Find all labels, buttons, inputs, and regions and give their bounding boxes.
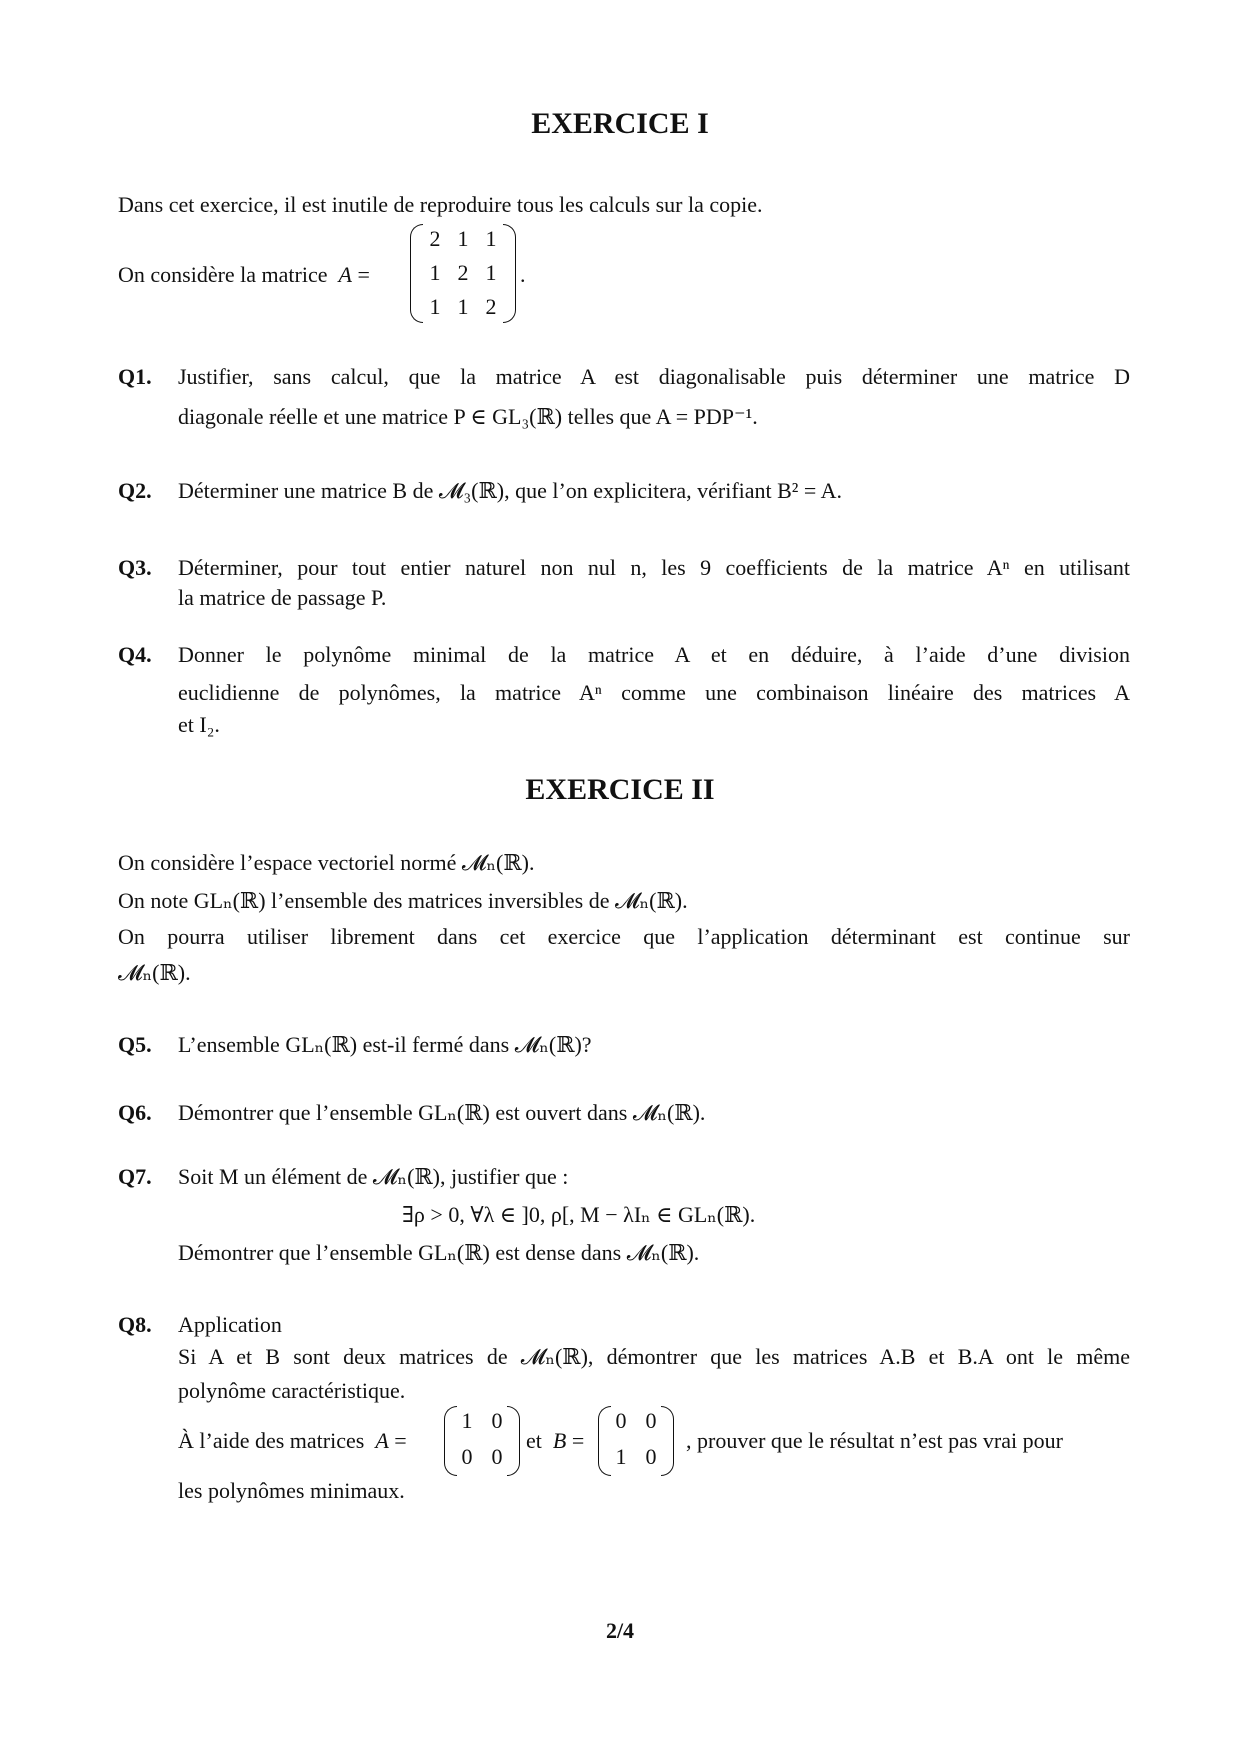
q8-line-5: les polynômes minimaux. [178,1478,405,1503]
question-q3 [118,553,1130,623]
matrix-cell: 1 [485,260,497,285]
question-q2 [118,476,1130,512]
q8-line-4c: , prouver que le résultat n’est pas vrai pour [686,1428,1063,1453]
matrix-cell: 0 [461,1444,473,1469]
question-label: Q5. [118,1032,152,1057]
matrix-cell: 2 [457,260,469,285]
q8-line-3: polynôme caractéristique. [178,1378,406,1403]
q4-line-3: et I₂. [178,712,220,737]
matrix-cell: 1 [615,1444,627,1469]
q8-line-4-middle: et B = [526,1428,585,1453]
matrix-period: . [520,262,526,287]
exercise-2-title: EXERCICE II [525,773,715,806]
matrix-cell: 0 [491,1408,503,1433]
matrix-B2-display [598,1406,674,1476]
q4-line-2: euclidienne de polynômes, la matrice Aⁿ comme une combinaison linéaire des matrices A [178,680,1130,705]
question-q7 [118,1162,1130,1282]
matrix-cell: 0 [491,1444,503,1469]
matrix-intro: On considère la matrice A = [118,262,370,287]
matrix-cell: 0 [645,1444,657,1469]
question-q5 [118,1030,1130,1066]
question-label: Q7. [118,1164,152,1189]
q3-line-1: Déterminer, pour tout entier naturel non nul n, les 9 coefficients de la matrice Aⁿ en utilisant [178,555,1130,580]
question-q1 [118,362,1130,442]
q8-line-4-start: À l’aide des matrices A = [178,1428,407,1453]
exercise-2-paragraph-3b: 𝓜ₙ(ℝ). [118,960,191,985]
matrix-cell: 1 [429,260,441,285]
q1-line-2: diagonale réelle et une matrice P ∈ GL₃(ℝ) telles que A = PDP⁻¹. [178,404,758,429]
matrix-cell: 1 [429,294,441,319]
page-number: 2/4 [605,1618,635,1643]
exercise-2-paragraph-3a: On pourra utiliser librement dans cet exercice que l’application déterminant est continue sur [118,924,1130,949]
question-label: Q2. [118,478,152,503]
q6-text: Démontrer que l’ensemble GLₙ(ℝ) est ouvert dans 𝓜ₙ(ℝ). [178,1100,706,1125]
q5-text: L’ensemble GLₙ(ℝ) est-il fermé dans 𝓜ₙ(ℝ)? [178,1032,592,1057]
matrix-A2-display [444,1406,520,1476]
matrix-cell: 0 [645,1408,657,1433]
question-label: Q6. [118,1100,152,1125]
matrix-cell: 1 [461,1408,473,1433]
question-label: Q8. [118,1312,152,1337]
matrix-cell: 1 [485,226,497,251]
q8-line-2: Si A et B sont deux matrices de 𝓜ₙ(ℝ), démontrer que les matrices A.B et B.A ont le même [178,1344,1130,1369]
matrix-cell: 2 [429,226,441,251]
exercise-2-paragraph-1: On considère l’espace vectoriel normé 𝓜ₙ(ℝ). [118,850,535,875]
matrix-cell: 1 [457,294,469,319]
question-label: Q3. [118,555,152,580]
q7-formula: ∃ρ > 0, ∀λ ∈ ]0, ρ[, M − λIₙ ∈ GLₙ(ℝ). [402,1202,756,1227]
matrix-cell: 2 [485,294,497,319]
exercise-1-title: EXERCICE I [531,107,709,140]
q8-line-1: Application [178,1312,282,1337]
matrix-A-display [410,224,516,324]
q7-line-1: Soit M un élément de 𝓜ₙ(ℝ), justifier que : [178,1164,569,1189]
q4-line-1: Donner le polynôme minimal de la matrice A et en déduire, à l’aide d’une division [178,642,1130,667]
question-q6 [118,1098,1130,1134]
q2-text: Déterminer une matrice B de 𝓜₃(ℝ), que l’on explicitera, vérifiant B² = A. [178,478,842,503]
exercise-1-intro: Dans cet exercice, il est inutile de reproduire tous les calculs sur la copie. [118,192,763,217]
q8-line-4b: et [526,1428,542,1453]
question-label: Q1. [118,364,152,389]
question-q4 [118,640,1130,750]
q7-line-3: Démontrer que l’ensemble GLₙ(ℝ) est dense dans 𝓜ₙ(ℝ). [178,1240,700,1265]
q8-line-4a: À l’aide des matrices [178,1428,365,1453]
q3-line-2: la matrice de passage P. [178,585,387,610]
question-label: Q4. [118,642,152,667]
exercise-2-paragraph-2: On note GLₙ(ℝ) l’ensemble des matrices inversibles de 𝓜ₙ(ℝ). [118,888,688,913]
q1-line-1: Justifier, sans calcul, que la matrice A est diagonalisable puis déterminer une matrice D [178,364,1130,389]
matrix-cell: 0 [615,1408,627,1433]
matrix-intro-text: On considère la matrice [118,262,328,287]
matrix-cell: 1 [457,226,469,251]
